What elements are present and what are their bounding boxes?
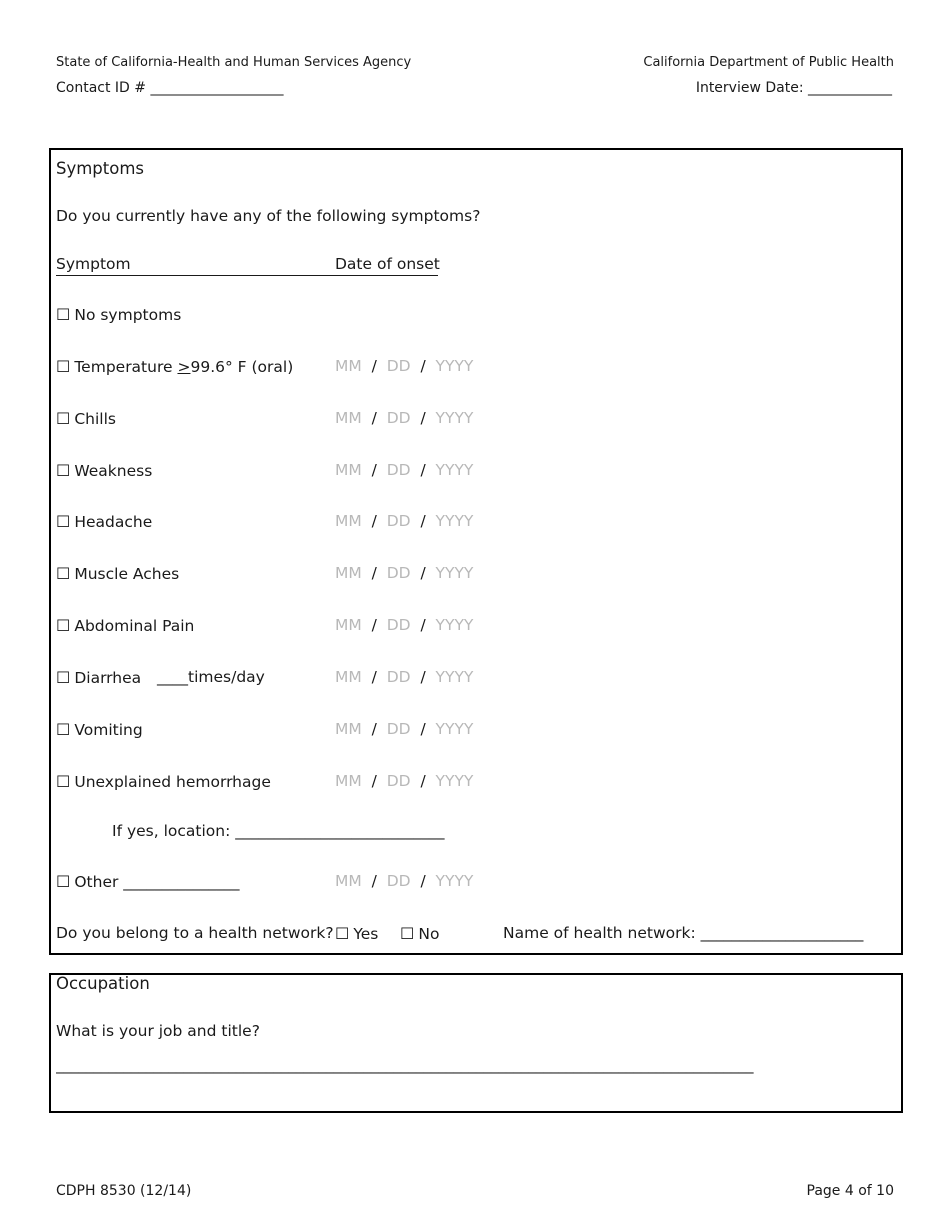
date-of-onset-temperature[interactable]: [335, 357, 473, 375]
interview-date-field[interactable]: Interview Date: ____________: [695, 80, 892, 96]
date-mm[interactable]: MM: [335, 461, 362, 479]
symptom-row-abdominal-pain: [56, 616, 194, 635]
date-sep: /: [420, 564, 426, 582]
label-weakness: Weakness: [74, 462, 153, 480]
date-sep: /: [371, 461, 377, 479]
date-sep: /: [420, 720, 426, 738]
label-temperature-suffix: 99.6° F (oral): [190, 358, 294, 376]
col-date-header: Date of onset: [335, 255, 440, 273]
date-dd[interactable]: DD: [386, 461, 411, 479]
symptom-row-temperature: [56, 357, 293, 376]
label-headache: Headache: [74, 513, 153, 531]
page-number: Page 4 of 10: [806, 1183, 894, 1199]
date-of-onset-abdominal-pain[interactable]: [335, 616, 473, 634]
contact-id-field[interactable]: Contact ID # ___________________: [56, 80, 284, 96]
symptom-row-hemorrhage: [56, 772, 271, 791]
checkbox-health-network-no[interactable]: ☐: [400, 924, 415, 943]
date-sep: /: [371, 720, 377, 738]
label-diarrhea: Diarrhea: [74, 669, 142, 687]
checkbox-other[interactable]: ☐: [56, 872, 71, 891]
label-abdominal-pain: Abdominal Pain: [74, 617, 195, 635]
symptom-row-weakness: [56, 461, 152, 480]
health-network-yes[interactable]: [335, 924, 378, 943]
date-sep: /: [371, 409, 377, 427]
symptoms-question: Do you currently have any of the following symptoms?: [56, 207, 481, 225]
label-muscle-aches: Muscle Aches: [74, 565, 180, 583]
checkbox-weakness[interactable]: ☐: [56, 461, 71, 480]
date-sep: /: [371, 512, 377, 530]
date-sep: /: [371, 616, 377, 634]
date-sep: /: [420, 409, 426, 427]
date-yyyy[interactable]: YYYY: [435, 512, 474, 530]
date-mm[interactable]: MM: [335, 357, 362, 375]
label-no: No: [418, 925, 440, 943]
date-sep: /: [420, 668, 426, 686]
checkbox-chills[interactable]: ☐: [56, 409, 71, 428]
agency-name: State of California-Health and Human Services Agency: [56, 55, 412, 70]
date-mm[interactable]: MM: [335, 512, 362, 530]
date-dd[interactable]: DD: [386, 564, 411, 582]
symptom-row-muscle-aches: [56, 564, 179, 583]
label-no-symptoms: No symptoms: [74, 306, 182, 324]
date-sep: /: [371, 668, 377, 686]
health-network-no[interactable]: [400, 924, 439, 943]
checkbox-muscle-aches[interactable]: ☐: [56, 564, 71, 583]
date-sep: /: [420, 512, 426, 530]
date-sep: /: [420, 357, 426, 375]
date-sep: /: [420, 616, 426, 634]
occupation-question: What is your job and title?: [56, 1022, 260, 1040]
date-mm[interactable]: MM: [335, 409, 362, 427]
label-other[interactable]: Other _______________: [74, 873, 240, 891]
date-of-onset-diarrhea[interactable]: [335, 668, 473, 686]
date-sep: /: [420, 772, 426, 790]
date-of-onset-vomiting[interactable]: [335, 720, 473, 738]
symptom-row-other: [56, 872, 240, 891]
health-network-question: Do you belong to a health network?: [56, 924, 334, 942]
checkbox-vomiting[interactable]: ☐: [56, 720, 71, 739]
checkbox-abdominal-pain[interactable]: ☐: [56, 616, 71, 635]
form-id: CDPH 8530 (12/14): [56, 1183, 192, 1199]
col-symptom-header: Symptom: [56, 255, 131, 273]
date-sep: /: [371, 772, 377, 790]
checkbox-temperature[interactable]: ☐: [56, 357, 71, 376]
date-yyyy[interactable]: YYYY: [435, 564, 474, 582]
date-mm[interactable]: MM: [335, 668, 362, 686]
date-of-onset-headache[interactable]: [335, 512, 473, 530]
date-yyyy[interactable]: YYYY: [435, 772, 474, 790]
checkbox-headache[interactable]: ☐: [56, 512, 71, 531]
date-yyyy[interactable]: YYYY: [435, 872, 474, 890]
health-network-name-field[interactable]: Name of health network: _____________________: [503, 924, 864, 942]
date-dd[interactable]: DD: [386, 357, 411, 375]
label-vomiting: Vomiting: [74, 721, 143, 739]
occupation-title: Occupation: [56, 974, 150, 993]
occupation-answer-field[interactable]: _____________________________________________________________________________________________: [56, 1056, 754, 1074]
date-sep: /: [371, 872, 377, 890]
date-of-onset-weakness[interactable]: [335, 461, 473, 479]
column-headers: [56, 255, 438, 276]
date-yyyy[interactable]: YYYY: [435, 720, 474, 738]
label-yes: Yes: [353, 925, 379, 943]
date-mm[interactable]: MM: [335, 616, 362, 634]
hemorrhage-location-field[interactable]: If yes, location: ___________________________: [112, 822, 445, 840]
checkbox-no-symptoms[interactable]: ☐: [56, 305, 71, 324]
date-yyyy[interactable]: YYYY: [435, 357, 474, 375]
symptom-row-chills: [56, 409, 116, 428]
date-mm[interactable]: MM: [335, 564, 362, 582]
date-yyyy[interactable]: YYYY: [435, 616, 474, 634]
department-name: California Department of Public Health: [643, 55, 894, 70]
symptom-row-no-symptoms: [56, 305, 181, 324]
date-sep: /: [420, 461, 426, 479]
checkbox-health-network-yes[interactable]: ☐: [335, 924, 350, 943]
date-sep: /: [420, 872, 426, 890]
date-yyyy[interactable]: YYYY: [435, 668, 474, 686]
label-chills: Chills: [74, 410, 116, 428]
date-of-onset-other[interactable]: [335, 872, 473, 890]
symptom-row-headache: [56, 512, 152, 531]
symptoms-title: Symptoms: [56, 159, 145, 178]
date-sep: /: [371, 564, 377, 582]
date-dd[interactable]: DD: [386, 772, 411, 790]
checkbox-hemorrhage[interactable]: ☐: [56, 772, 71, 791]
symptom-row-vomiting: [56, 720, 143, 739]
occupation-section: [49, 973, 903, 1113]
date-dd[interactable]: DD: [386, 616, 411, 634]
date-mm[interactable]: MM: [335, 772, 362, 790]
label-temperature-prefix: Temperature: [74, 358, 178, 376]
date-dd[interactable]: DD: [386, 720, 411, 738]
label-temperature-ge: >: [177, 358, 191, 376]
date-of-onset-chills[interactable]: [335, 409, 473, 427]
checkbox-diarrhea[interactable]: ☐: [56, 668, 71, 687]
date-dd[interactable]: DD: [386, 872, 411, 890]
label-hemorrhage: Unexplained hemorrhage: [74, 773, 271, 791]
date-mm[interactable]: MM: [335, 720, 362, 738]
date-mm[interactable]: MM: [335, 872, 362, 890]
date-of-onset-hemorrhage[interactable]: [335, 772, 473, 790]
date-sep: /: [371, 357, 377, 375]
date-yyyy[interactable]: YYYY: [435, 461, 474, 479]
symptom-row-diarrhea: [56, 668, 141, 687]
date-dd[interactable]: DD: [386, 668, 411, 686]
date-of-onset-muscle-aches[interactable]: [335, 564, 473, 582]
date-dd[interactable]: DD: [386, 512, 411, 530]
date-dd[interactable]: DD: [386, 409, 411, 427]
diarrhea-times-per-day-field[interactable]: ____times/day: [157, 668, 265, 686]
date-yyyy[interactable]: YYYY: [435, 409, 474, 427]
